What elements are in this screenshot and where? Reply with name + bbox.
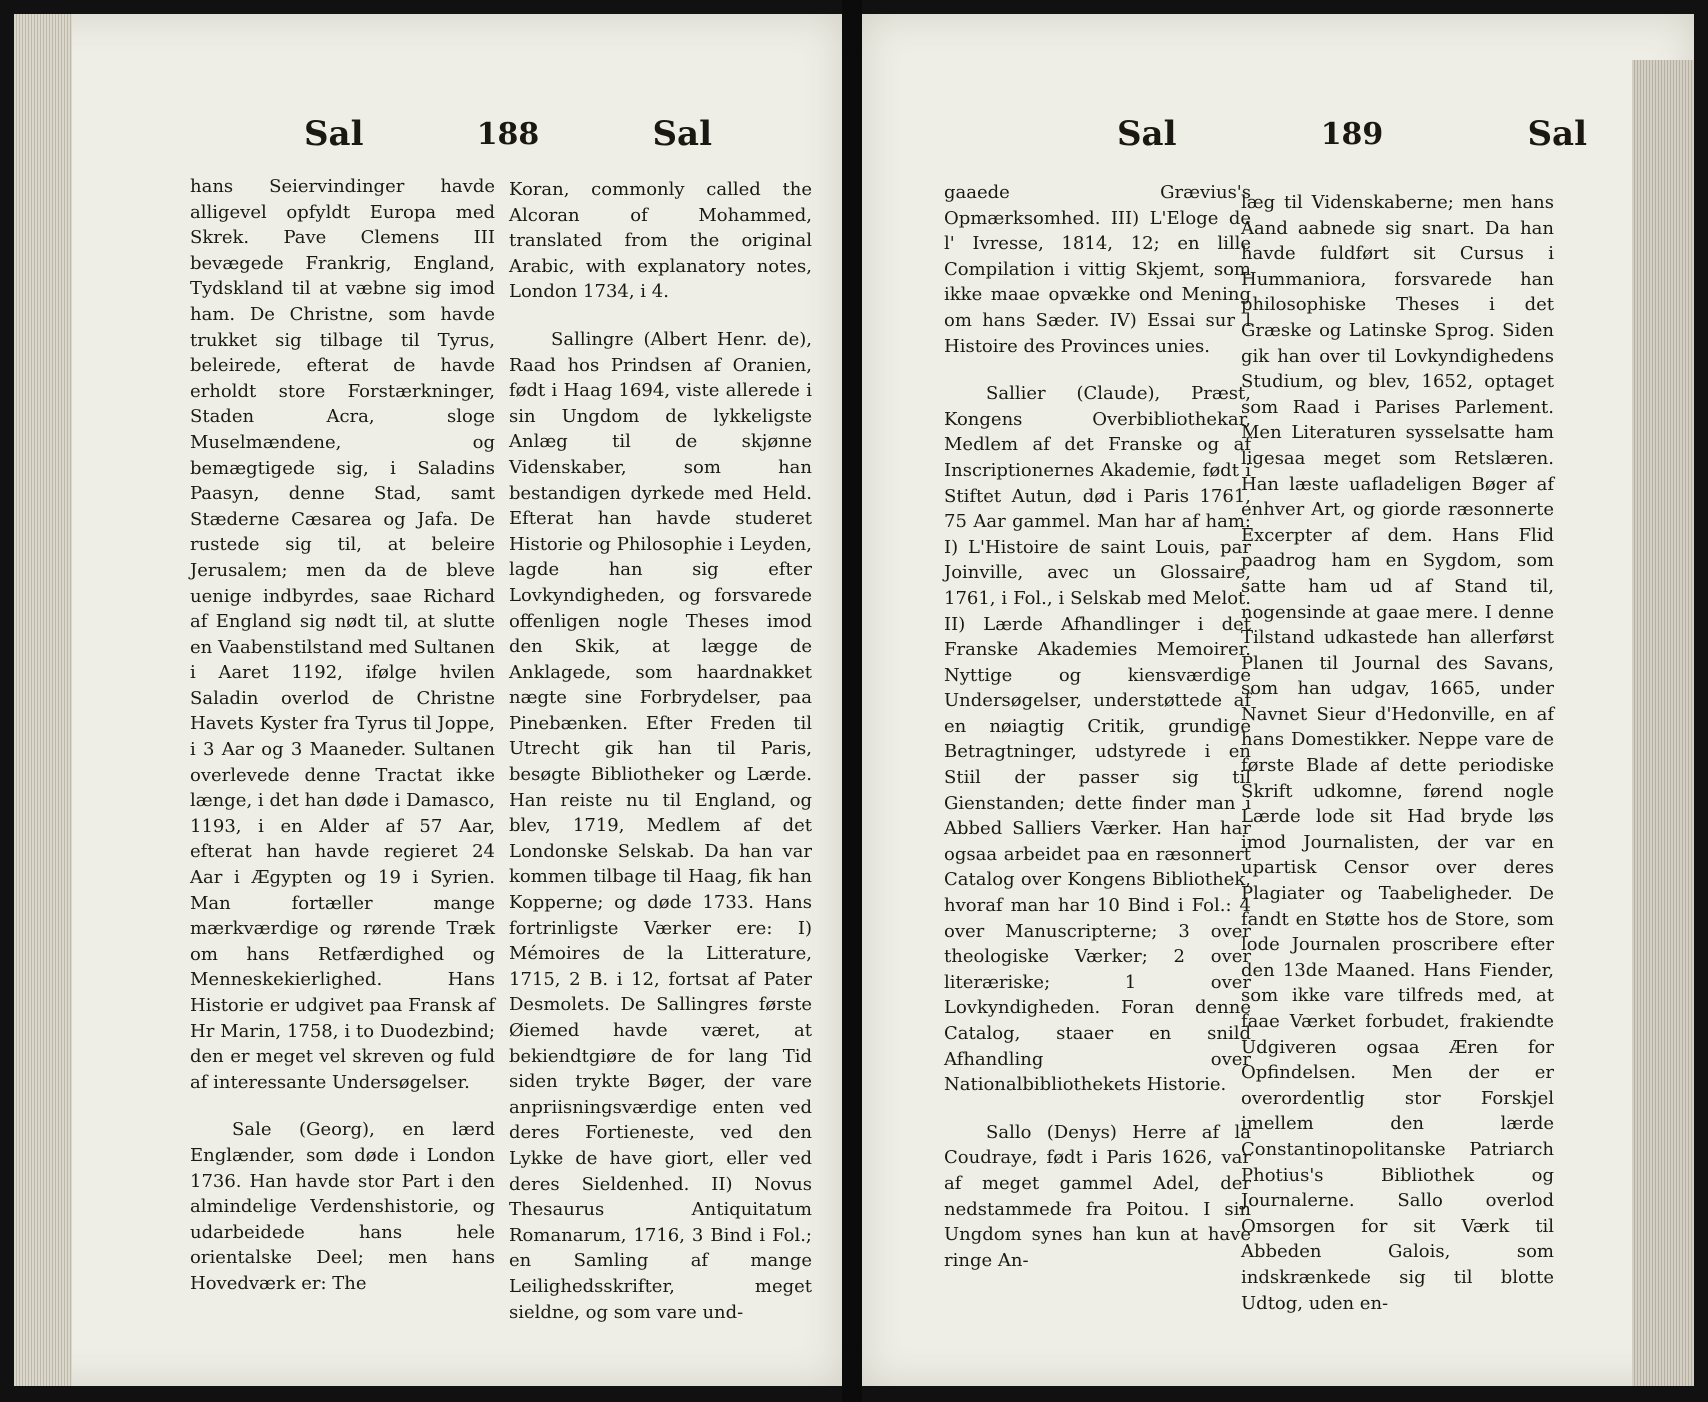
right-page-edges: [1632, 60, 1694, 1386]
entry-sallo: Sallo (Denys) Herre af la Coudraye, født i Paris 1626, var af meget gammel Adel, der nedstammede fra Poitou. I sin Ungdom synes han kun at have ringe An-: [944, 1121, 1251, 1271]
left-header-word-right: Sal: [652, 114, 712, 154]
entry-sale: Sale (Georg), en lærd Englænder, som døde i London 1736. Han havde stor Part i den almindelige Verdenshistorie, og udarbeidede hans hele orientalske Deel; men hans Hovedværk er: The: [190, 1119, 495, 1294]
left-page-number: 188: [476, 116, 540, 152]
right-page-column-1: [944, 180, 1251, 1273]
entry-sallingre: Sallingre (Albert Henr. de), Raad hos Prindsen af Oranien, født i Haag 1694, viste allerede i sin Ungdom de lykkeligste Anlæg til de skjønne Videnskaber, som han bestandigen dyrkede med Held. Efterat han havde studeret Historie og Philosophie i Leyden, lagde han sig efter Lovkyndigheden, og forsvarede offenligen nogle Theses imod den Skik, at lægge de Anklagede, som haardnakket nægte sine Forbrydelser, paa Pinebænken. Efter Freden til Utrecht gik han til Paris, besøgte Bibliotheker og Lærde. Han reiste nu til England, og blev, 1719, Medlem af det Londonske Selskab. Da han var kommen tilbage til Haag, fik han Kopperne; og døde 1733. Hans fortrinligste Værker ere: I) Mémoires de la Litterature, 1715, 2 B. i 12, fortsat af Pater Desmolets. De Sallingres første Øiemed havde været, at bekiendtgiøre de for lang Tid siden trykte Bøger, der vare anpriisningsværdige enten ved deres Fortieneste, ved den Lykke de have giort, eller ved deres Sieldenhed. II) Novus Thesaurus Antiquitatum Romanarum, 1716, 3 Bind i Fol.; en Samling af mange Leilighedsskrifter, meget sieldne, og som vare und-: [509, 328, 812, 1323]
left-page-header: [304, 109, 712, 159]
paragraph-sallingre-continued: gaaede Grævius's Opmærksomhed. III) L'Eloge de l' Ivresse, 1814, 12; en lille Compilation i vittig Skjemt, som ikke maae opvække ond Mening om hans Sæder. IV) Essai sur l Histoire des Provinces unies.: [944, 182, 1251, 357]
paragraph-sale-continued: Koran, commonly called the Alcoran of Mohammed, translated from the original Arabic, with explanatory notes, London 1734, i 4.: [509, 179, 812, 303]
left-page-column-2: [509, 177, 812, 1325]
entry-sallier: Sallier (Claude), Præst, Kongens Overbibliothekar, Medlem af det Franske og af Inscriptionernes Akademie, født i Stiftet Autun, død i Paris 1761, 75 Aar gammel. Man har af ham: I) L'Histoire de saint Louis, par Joinville, avec un Glossaire, 1761, i Fol., i Selskab med Melot. II) Lærde Afhandlinger i det Franske Akademies Memoirer. Nyttige og kiensværdige Undersøgelser, understøttede af en nøiagtig Critik, grundige Betragtninger, udstyrede i en Stiil der passer sig til Gienstanden; dette finder man i Abbed Salliers Værker. Han har ogsaa arbeidet paa en ræsonnert Catalog over Kongens Bibliothek, hvoraf man har 10 Bind i Fol.: 4 over Manuscripterne; 3 over theologiske Værker; 2 over literæriske; 1 over Lovkyndigheden. Foran denne Catalog, staaer en snild Afhandling over Nationalbibliothekets Historie.: [944, 383, 1251, 1096]
right-page-column-2: [1241, 190, 1554, 1316]
right-page-number: 189: [1320, 116, 1384, 152]
paragraph-sallo-continued: læg til Videnskaberne; men hans Aand aabnede sig snart. Da han havde fuldført sit Cursus i Hummaniora, forsvarede han philosophiske Theses i det Græske og Latinske Sprog. Siden gik han over til Lovkyndighedens Studium, og blev, 1652, optaget som Raad i Parises Parlement. Men Literaturen sysselsatte ham ligesaa meget som Retslæren. Han læste uafladeligen Bøger af enhver Art, og giorde ræsonnerte Excerpter af dem. Hans Flid paadrog ham en Sygdom, som satte ham ud af Stand til, nogensinde at gaae mere. I denne Tilstand udkastede han allerførst Planen til Journal des Savans, som han udgav, 1665, under Navnet Sieur d'Hedonville, en af hans Domestikker. Neppe vare de første Blade af dette periodiske Skrift udkomne, førend nogle Lærde lode sit Had bryde løs imod Journalisten, der var en upartisk Censor over deres Plagiater og Taabeligheder. De fandt en Støtte hos de Store, som lode Journalen proscribere efter den 13de Maaned. Hans Fiender, som ikke vare tilfreds med, at faae Værket forbudet, frakiendte Udgiveren ogsaa Æren for Opfindelsen. Men der er overordentlig stor Forskjel imellem den lærde Constantinopolitanske Patriarch Photius's Bibliothek og Journalerne. Sallo overlod Omsorgen for sit Værk til Abbeden Galois, som indskrænkede sig til blotte Udtog, uden en-: [1241, 192, 1554, 1314]
left-page: [14, 14, 842, 1386]
right-page: [862, 14, 1694, 1386]
paragraph-saladin-continued: hans Seiervindinger havde alligevel opfyldt Europa med Skrek. Pave Clemens III bevægede Frankrig, England, Tydskland til at væbne sig imod ham. De Christne, som havde trukket sig tilbage til Tyrus, beleirede, efterat de havde erholdt store Forstærkninger, Staden Acra, sloge Muselmændene, og bemægtigede sig, i Saladins Paasyn, denne Stad, samt Stæderne Cæsarea og Jafa. De rustede sig til, at beleire Jerusalem; men da de bleve uenige indbyrdes, saae Richard af England sig nødt til, at slutte en Vaabenstilstand med Sultanen i Aaret 1192, ifølge hvilen Saladin overlod de Christne Havets Kyster fra Tyrus til Joppe, i 3 Aar og 3 Maaneder. Sultanen overlevede denne Tractat ikke længe, i det han døde i Damasco, 1193, i en Alder af 57 Aar, efterat han havde regieret 24 Aar i Ægypten og 19 i Syrien. Man fortæller mange mærkværdige og rørende Træk om hans Retfærdighed og Menneskekierlighed. Hans Historie er udgivet paa Fransk af Hr Marin, 1758, i to Duodezbind; den er meget vel skreven og fuld af interessante Undersøgelser.: [190, 176, 496, 1093]
left-page-edges: [14, 14, 72, 1386]
right-header-word-left: Sal: [1117, 114, 1177, 154]
book-gutter: [842, 0, 862, 1402]
left-page-column-1: [190, 174, 495, 1297]
left-header-word-left: Sal: [304, 114, 364, 154]
right-page-header: [1117, 109, 1587, 159]
right-header-word-right: Sal: [1527, 114, 1587, 154]
